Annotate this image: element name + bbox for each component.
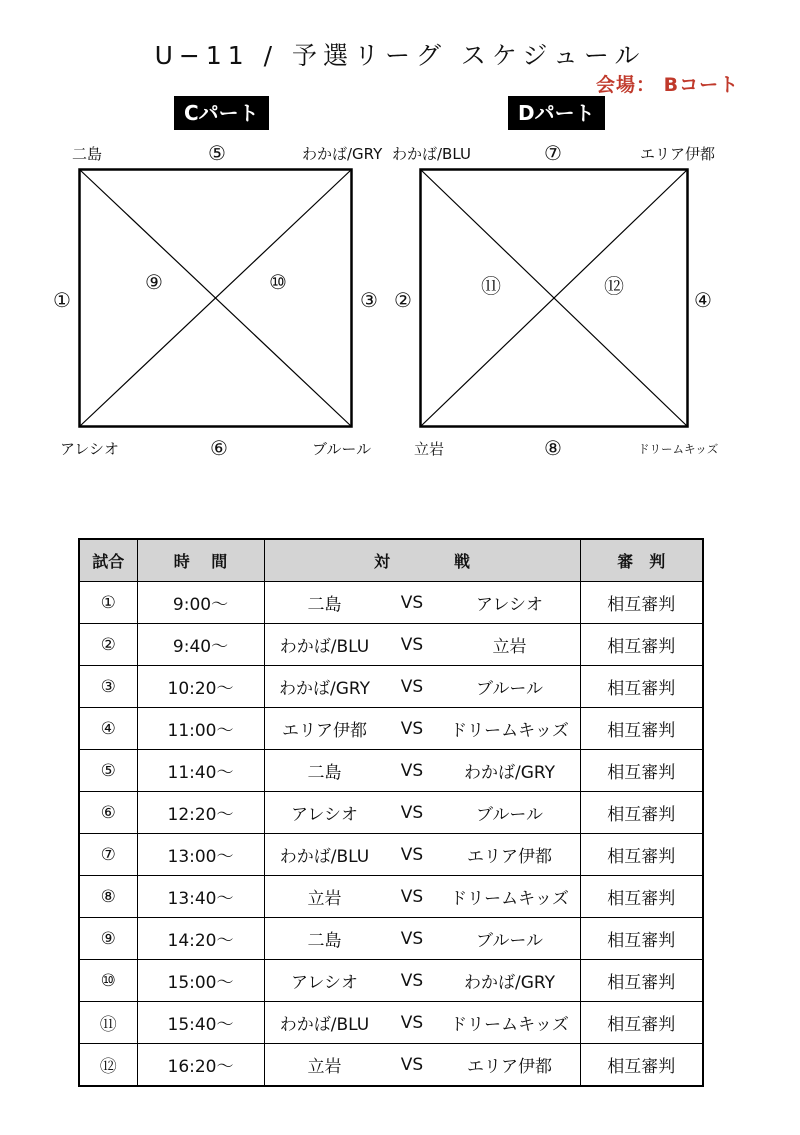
match-number: ⑩ <box>79 960 137 1002</box>
table-row <box>79 834 703 876</box>
part-d-edge-left-number: ② <box>394 288 412 312</box>
table-row <box>79 918 703 960</box>
vs-label: VS <box>400 844 424 865</box>
part-d-team-bottom-right: ドリームキッズ <box>638 442 719 456</box>
matchup-cell <box>264 666 580 708</box>
matchup-cell <box>264 1002 580 1044</box>
vs-label: VS <box>400 634 424 655</box>
team-home: アレシオ <box>291 805 358 825</box>
referee-cell: 相互審判 <box>580 624 703 666</box>
matchup-cell <box>264 624 580 666</box>
match-time: 10:20～ <box>137 666 264 708</box>
team-away: ブルール <box>476 931 543 951</box>
vs-label: VS <box>400 886 424 907</box>
match-number: ⑤ <box>79 750 137 792</box>
match-number: ⑦ <box>79 834 137 876</box>
table-row <box>79 750 703 792</box>
match-number: ④ <box>79 708 137 750</box>
team-away: アレシオ <box>476 595 543 615</box>
header-referee: 審 判 <box>580 539 703 582</box>
vs-label: VS <box>400 592 424 613</box>
vs-label: VS <box>400 802 424 823</box>
part-d-team-top-right: エリア伊都 <box>640 145 716 163</box>
team-home: わかば/GRY <box>278 679 370 699</box>
part-d-edge-bottom-number: ⑧ <box>544 436 562 460</box>
header-match: 試合 <box>79 539 137 582</box>
team-home: 二島 <box>307 931 342 951</box>
referee-cell: 相互審判 <box>580 582 703 624</box>
page-title: U−11 / 予選リーグ スケジュール <box>154 41 646 70</box>
team-away: わかば/GRY <box>463 763 555 783</box>
part-d-diagonal-right-number: ⑫ <box>604 274 624 298</box>
match-number: ⑧ <box>79 876 137 918</box>
match-number: ⑫ <box>79 1044 137 1087</box>
schedule-table <box>78 538 704 1087</box>
match-time: 9:00～ <box>137 582 264 624</box>
match-time: 15:40～ <box>137 1002 264 1044</box>
team-home: 立岩 <box>307 1057 342 1077</box>
team-away: ドリームキッズ <box>450 721 569 741</box>
table-row <box>79 960 703 1002</box>
match-number: ⑪ <box>79 1002 137 1044</box>
team-away: ドリームキッズ <box>450 1015 569 1035</box>
part-d-team-bottom-left: 立岩 <box>414 440 445 458</box>
match-time: 15:00～ <box>137 960 264 1002</box>
part-d-edge-right-number: ④ <box>694 288 712 312</box>
match-time: 13:00～ <box>137 834 264 876</box>
table-row <box>79 708 703 750</box>
team-away: ブルール <box>476 805 543 825</box>
table-row <box>79 1044 703 1087</box>
referee-cell: 相互審判 <box>580 960 703 1002</box>
matchup-cell <box>264 750 580 792</box>
team-home: わかば/BLU <box>279 847 370 867</box>
referee-cell: 相互審判 <box>580 750 703 792</box>
matchup-cell <box>264 876 580 918</box>
table-row <box>79 624 703 666</box>
match-number: ⑨ <box>79 918 137 960</box>
vs-label: VS <box>400 928 424 949</box>
team-home: 二島 <box>307 595 342 615</box>
match-time: 9:40～ <box>137 624 264 666</box>
header-time: 時 間 <box>137 539 264 582</box>
vs-label: VS <box>400 970 424 991</box>
match-time: 11:40～ <box>137 750 264 792</box>
team-away: ブルール <box>476 679 543 699</box>
match-time: 14:20～ <box>137 918 264 960</box>
match-number: ① <box>79 582 137 624</box>
referee-cell: 相互審判 <box>580 708 703 750</box>
team-home: エリア伊都 <box>282 721 367 741</box>
match-time: 13:40～ <box>137 876 264 918</box>
match-time: 12:20～ <box>137 792 264 834</box>
matchup-cell <box>264 582 580 624</box>
venue-label: 会場： Bコート <box>596 74 740 96</box>
vs-label: VS <box>400 1054 424 1075</box>
match-number: ⑥ <box>79 792 137 834</box>
part-c-label: Cパート <box>174 96 269 130</box>
part-c-diagonal-left-number: ⑨ <box>145 270 163 294</box>
part-c-team-bottom-right: ブルール <box>312 440 372 458</box>
match-number: ③ <box>79 666 137 708</box>
table-row <box>79 876 703 918</box>
table-row <box>79 792 703 834</box>
team-home: わかば/BLU <box>279 1015 370 1035</box>
part-c-edge-left-number: ① <box>53 288 71 312</box>
team-away: 立岩 <box>492 637 527 657</box>
vs-label: VS <box>400 1012 424 1033</box>
team-home: アレシオ <box>291 973 358 993</box>
part-c-edge-right-number: ③ <box>360 288 378 312</box>
table-row <box>79 666 703 708</box>
referee-cell: 相互審判 <box>580 918 703 960</box>
part-d-diagonal-left-number: ⑪ <box>481 274 501 298</box>
match-time: 16:20～ <box>137 1044 264 1087</box>
match-time: 11:00～ <box>137 708 264 750</box>
part-c-edge-top-number: ⑤ <box>208 141 226 165</box>
matchup-cell <box>264 792 580 834</box>
matchup-cell <box>264 834 580 876</box>
part-c-team-bottom-left: アレシオ <box>60 440 120 458</box>
referee-cell: 相互審判 <box>580 834 703 876</box>
team-away: エリア伊都 <box>467 847 552 867</box>
table-row <box>79 1002 703 1044</box>
referee-cell: 相互審判 <box>580 792 703 834</box>
matchup-cell <box>264 1044 580 1087</box>
referee-cell: 相互審判 <box>580 1002 703 1044</box>
part-d-label: Dパート <box>508 96 605 130</box>
referee-cell: 相互審判 <box>580 1044 703 1087</box>
part-d-edge-top-number: ⑦ <box>544 141 562 165</box>
team-home: 立岩 <box>307 889 342 909</box>
table-row <box>79 582 703 624</box>
vs-label: VS <box>400 760 424 781</box>
header-matchup: 対 戦 <box>264 539 580 582</box>
part-d-team-top-left: わかば/BLU <box>392 145 471 163</box>
team-home: 二島 <box>307 763 342 783</box>
matchup-cell <box>264 960 580 1002</box>
team-home: わかば/BLU <box>279 637 370 657</box>
part-c-diagonal-right-number: ⑩ <box>269 270 287 294</box>
team-away: ドリームキッズ <box>450 889 569 909</box>
part-c-edge-bottom-number: ⑥ <box>210 436 228 460</box>
part-d-diagram <box>419 168 689 428</box>
matchup-cell <box>264 708 580 750</box>
matchup-cell <box>264 918 580 960</box>
vs-label: VS <box>400 676 424 697</box>
part-c-team-top-left: 二島 <box>72 145 103 163</box>
schedule-header-row <box>79 539 703 582</box>
part-c-diagram <box>78 168 353 428</box>
team-away: エリア伊都 <box>467 1057 552 1077</box>
part-c-team-top-right: わかば/GRY <box>302 145 383 163</box>
match-number: ② <box>79 624 137 666</box>
team-away: わかば/GRY <box>463 973 555 993</box>
vs-label: VS <box>400 718 424 739</box>
referee-cell: 相互審判 <box>580 666 703 708</box>
referee-cell: 相互審判 <box>580 876 703 918</box>
